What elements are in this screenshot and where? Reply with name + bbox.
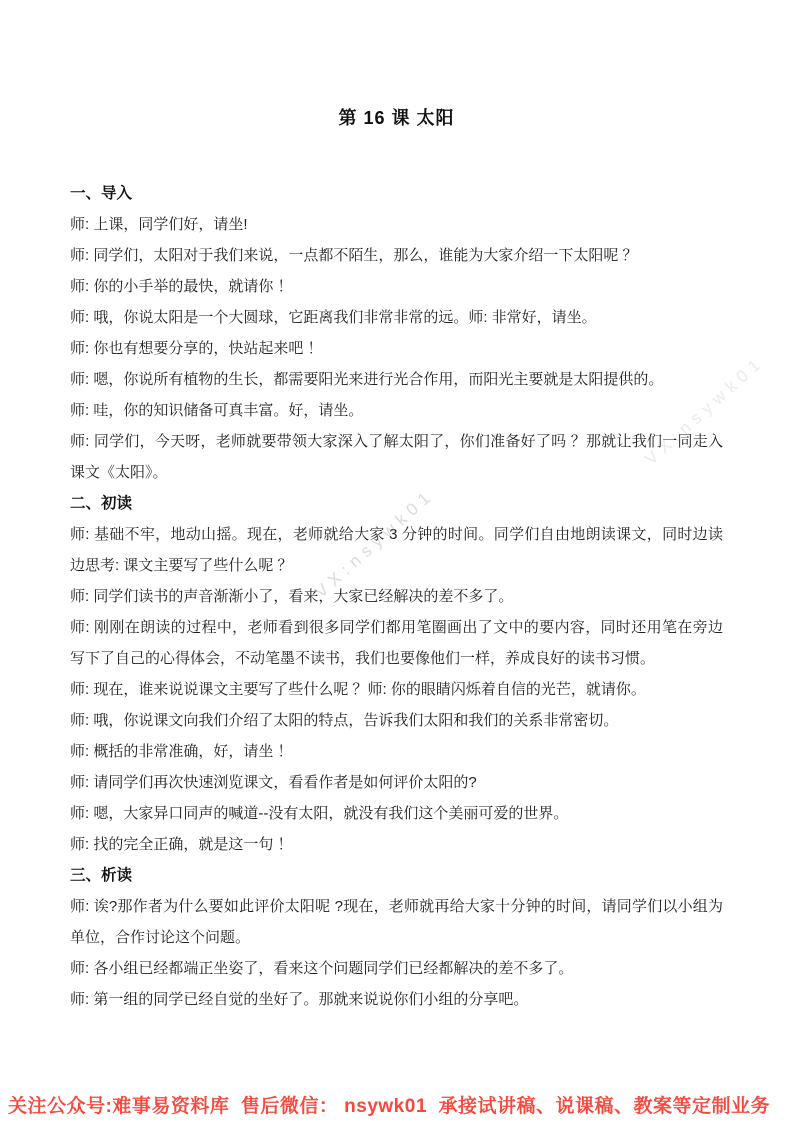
section-heading: 二、初读 (70, 495, 133, 512)
diagonal-watermark: VX:nsywk01 (311, 484, 439, 602)
script-line: 师: 第一组的同学已经自觉的坐好了。那就来说说你们小组的分享吧。 (70, 991, 529, 1008)
script-line: 师: 上课，同学们好，请坐! (70, 216, 248, 233)
lesson-script-body (70, 178, 723, 1015)
script-line: 师: 基础不牢，地动山摇。现在，老师就给大家 3 分钟的时间。同学们自由地朗读课文，同时边读边思考: 课文主要写了些什么呢 ？ (70, 526, 723, 574)
script-line: 师: 各小组已经都端正坐姿了，看来这个问题同学们已经都解决的差不多了。 (70, 960, 574, 977)
script-line: 师: 嗯，你说所有植物的生长，都需要阳光来进行光合作用，而阳光主要就是太阳提供的。 (70, 371, 664, 388)
script-line: 师: 请同学们再次快速浏览课文，看看作者是如何评价太阳的? (70, 774, 477, 791)
script-line: 师: 哇，你的知识储备可真丰富。好，请坐。 (70, 402, 364, 419)
script-line: 师: 你也有想要分享的，快站起来吧 ！ (70, 340, 323, 357)
script-line: 师: 同学们读书的声音渐渐小了，看来，大家已经解决的差不多了。 (70, 588, 514, 605)
script-line: 师: 概括的非常准确，好，请坐 ！ (70, 743, 293, 760)
script-line: 师: 你的小手举的最快，就请你 ！ (70, 278, 293, 295)
script-line: 师: 同学们，太阳对于我们来说，一点都不陌生，那么，谁能为大家介绍一下太阳呢 ？ (70, 247, 638, 264)
section-heading: 一、导入 (70, 185, 133, 202)
script-line: 师: 嗯，大家异口同声的喊道--没有太阳，就没有我们这个美丽可爱的世界。 (70, 805, 569, 822)
script-line: 师: 现在，谁来说说课文主要写了些什么呢 ？师: 你的眼睛闪烁着自信的光芒，就请你。 (70, 681, 646, 698)
script-line: 师: 哦，你说太阳是一个大圆球，它距离我们非常非常的远。师: 非常好，请坐。 (70, 309, 597, 326)
page-title: 第 16 课 太阳 (338, 108, 455, 128)
diagonal-watermark: VX:nsywk01 (641, 351, 769, 469)
section-heading: 三、析读 (70, 867, 133, 884)
script-line: 师: 诶?那作者为什么要如此评价太阳呢 ?现在，老师就再给大家十分钟的时间，请同学们以小组为单位，合作讨论这个问题。 (70, 898, 723, 946)
script-line: 师: 哦，你说课文向我们介绍了太阳的特点，告诉我们太阳和我们的关系非常密切。 (70, 712, 619, 729)
script-line: 师: 刚刚在朗读的过程中，老师看到很多同学们都用笔圈画出了文中的要内容，同时还用笔在旁边写下了自己的心得体会，不动笔墨不读书，我们也要像他们一样，养成良好的读书习惯。 (70, 619, 723, 667)
script-line: 师: 同学们，今天呀，老师就要带领大家深入了解太阳了，你们准备好了吗 ？那就让我们一同走入课文《太阳》。 (70, 433, 723, 481)
script-line: 师: 找的完全正确，就是这一句 ！ (70, 836, 293, 853)
promo-footer: 关注公众号:难事易资料库 售后微信： nsywk01 承接试讲稿、说课稿、教案等定制业务 (8, 1096, 770, 1117)
